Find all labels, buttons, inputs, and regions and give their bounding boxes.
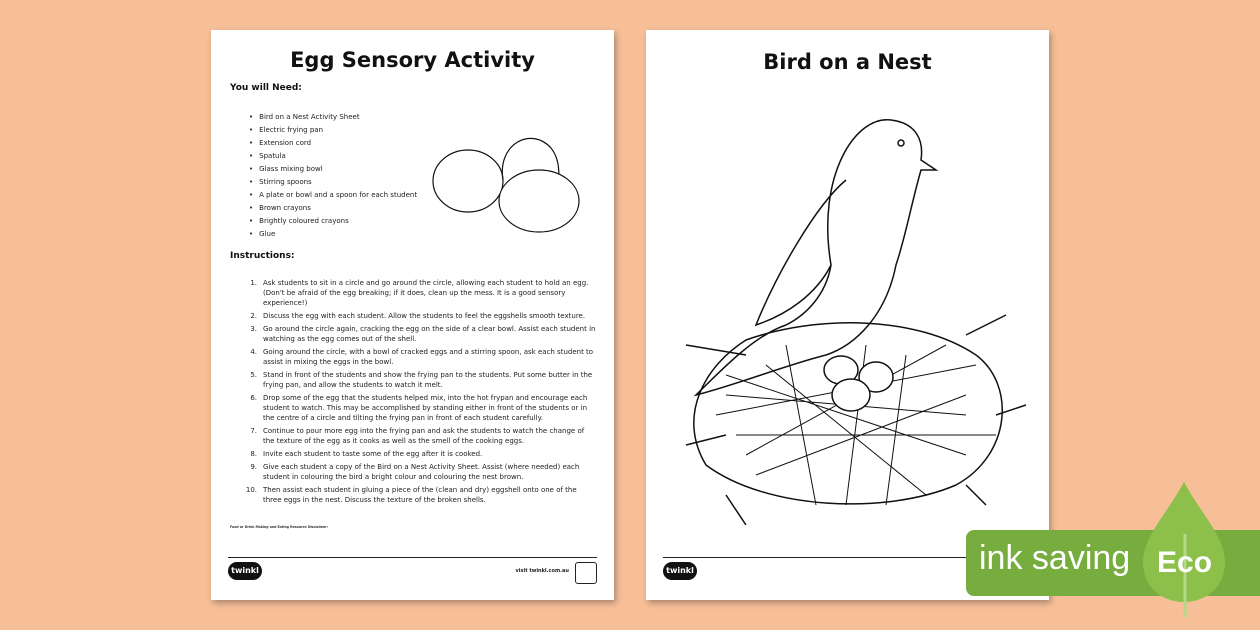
instruction-step: [241, 370, 596, 390]
eco-label: Eco: [1157, 546, 1213, 579]
needs-item: • Brown crayons: [249, 202, 417, 215]
instruction-step: [241, 311, 596, 321]
step-text: Stand in front of the students and show the frying pan to the students. Put some butter in the frying pan, and allow the students to watch it melt.: [263, 371, 593, 389]
instruction-step: [241, 426, 596, 446]
twinkl-logo: twinkl: [663, 562, 697, 580]
step-number: 10.: [245, 486, 257, 494]
footer-url: visit twinkl.com.au: [515, 568, 569, 574]
step-number: 1.: [250, 279, 257, 287]
needs-heading: You will Need:: [230, 83, 302, 93]
sheet-title: Egg Sensory Activity: [290, 48, 535, 72]
step-text: Give each student a copy of the Bird on a Nest Activity Sheet. Assist (where needed) each student in colouring the bird a bright colour and colouring the nest brown.: [263, 463, 580, 481]
step-number: 4.: [250, 348, 257, 356]
eggs-illustration: [431, 134, 581, 234]
instruction-step: [241, 278, 596, 308]
step-number: 5.: [250, 371, 257, 379]
sheet-title: Bird on a Nest: [763, 50, 932, 74]
needs-item: • Stirring spoons: [249, 176, 417, 189]
instruction-step: [241, 462, 596, 482]
step-number: 7.: [250, 427, 257, 435]
needs-item: • Electric frying pan: [249, 124, 417, 137]
step-number: 3.: [250, 325, 257, 333]
quality-badge-icon: [575, 562, 597, 584]
disclaimer-title: Food or Drink Making and Eating Resource Disclaimer:: [230, 525, 329, 529]
needs-item: • Spatula: [249, 150, 417, 163]
instructions-heading: Instructions:: [230, 251, 295, 261]
step-text: Then assist each student in gluing a piece of the (clean and dry) eggshell onto one of the three eggs in the nest. Discuss the texture of the broken shells.: [263, 486, 577, 504]
step-text: Ask students to sit in a circle and go around the circle, allowing each student to hold an egg. (Don't be afraid of the egg breaking; if it does, clean up the mess. It is a good sensory experience!): [263, 279, 589, 307]
bird-on-nest-sheet: [646, 30, 1049, 600]
step-number: 2.: [250, 312, 257, 320]
step-text: Invite each student to taste some of the egg after it is cooked.: [263, 450, 483, 458]
disclaimer: [230, 525, 596, 529]
instruction-step: [241, 347, 596, 367]
instruction-step: [241, 393, 596, 423]
needs-list: [249, 111, 417, 241]
step-number: 6.: [250, 394, 257, 402]
twinkl-logo: twinkl: [228, 562, 262, 580]
footer-divider: [228, 557, 597, 558]
needs-item: • Glass mixing bowl: [249, 163, 417, 176]
instruction-step: [241, 485, 596, 505]
instructions-list: [241, 278, 596, 508]
egg-sensory-activity-sheet: [211, 30, 614, 600]
needs-item: • Glue: [249, 228, 417, 241]
step-text: Drop some of the egg that the students helped mix, into the hot frypan and encourage each student to watch. This may be accomplished by standing either in front of the students or in the centre of a circle and tilting the frying pan in front of each student carefully.: [263, 394, 588, 422]
bird-nest-illustration: [666, 115, 1036, 525]
step-number: 8.: [250, 450, 257, 458]
step-text: Discuss the egg with each student. Allow the students to feel the eggshells smooth texture.: [263, 312, 586, 320]
eco-text: ink saving: [979, 539, 1131, 577]
step-text: Going around the circle, with a bowl of cracked eggs and a stirring spoon, ask each student to assist in mixing the eggs in the bowl.: [263, 348, 594, 366]
needs-item: • Bird on a Nest Activity Sheet: [249, 111, 417, 124]
step-text: Go around the circle again, cracking the egg on the side of a clear bowl. Assist each student in watching as the egg comes out of the shell.: [263, 325, 596, 343]
needs-item: • Extension cord: [249, 137, 417, 150]
needs-item: • Brightly coloured crayons: [249, 215, 417, 228]
instruction-step: [241, 324, 596, 344]
step-number: 9.: [250, 463, 257, 471]
step-text: Continue to pour more egg into the frying pan and ask the students to watch the change of the texture of the egg as it cooks as well as the smell of the cooking eggs.: [263, 427, 585, 445]
needs-item: • A plate or bowl and a spoon for each student: [249, 189, 417, 202]
instruction-step: [241, 449, 596, 459]
